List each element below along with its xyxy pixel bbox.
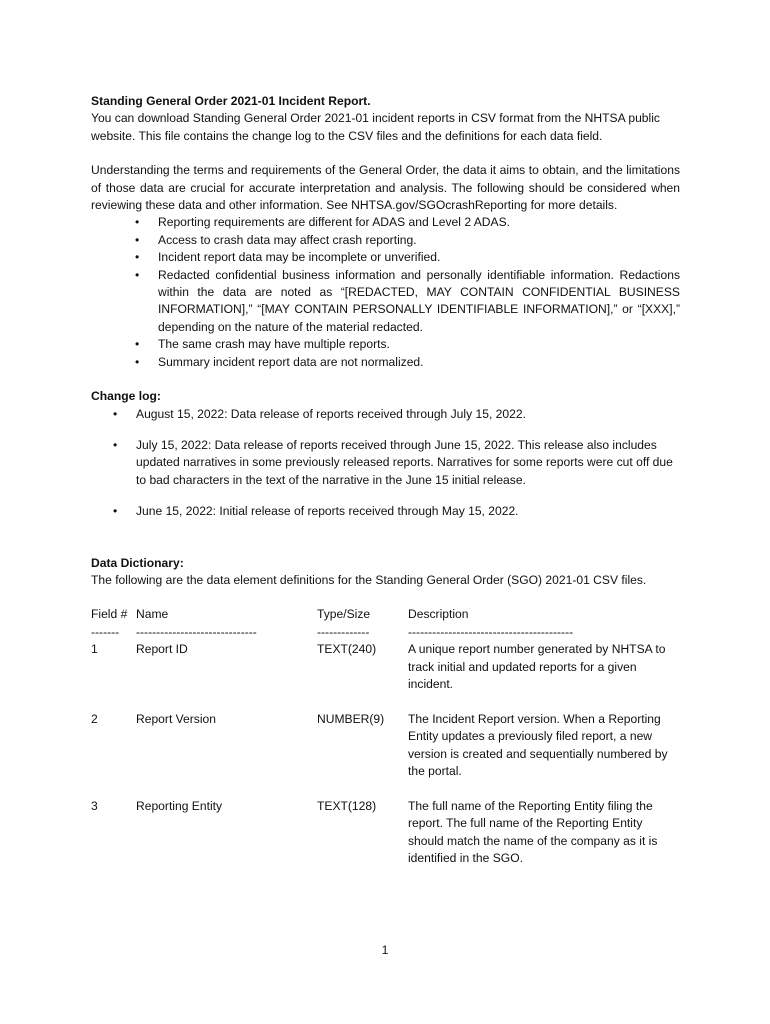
field-description: A unique report number generated by NHTSA to track initial and updated reports for a given incident. <box>408 642 666 691</box>
list-item: • Incident report data may be incomplete or unverified. <box>91 249 680 266</box>
changelog-heading: Change log: <box>91 389 161 404</box>
bullet-icon: • <box>135 267 140 282</box>
list-item: • July 15, 2022: Data release of reports received through June 15, 2022. This release also includes updated narratives in some previously released reports. Narratives for some reports were cut off due to bad characters in the text of the narrative in the June 15 initial release. <box>113 437 673 487</box>
field-name: Reporting Entity <box>136 799 223 813</box>
understanding-paragraph: Understanding the terms and requirements of the General Order, the data it aims to obtain, and the limitations of those data are crucial for accurate interpretation and analysis. The following should be considered when reviewing these data and other information. See NHTSA.gov/SGOcrashReporting for more details. <box>91 163 680 213</box>
bullet-icon: • <box>135 232 140 247</box>
table-row <box>91 641 680 693</box>
data-dictionary-table <box>91 606 680 867</box>
field-type: TEXT(128) <box>317 799 377 813</box>
table-header-row <box>91 606 680 623</box>
list-item: • June 15, 2022: Initial release of reports received through May 15, 2022. <box>91 503 680 520</box>
list-item: • Redacted confidential business information and personally identifiable information. Redactions within the data are noted as “[REDACTED, MAY CONTAIN CONFIDENTIAL BUSINESS INFORMATION],” “[MAY CONTAIN PERSONALLY IDENTIFIABLE INFORMATION],” or “[XXX],” depending on the nature of the material redacted. <box>135 267 680 334</box>
intro-paragraph: You can download Standing General Order 2021-01 incident reports in CSV format from the NHTSA public website. This file contains the change log to the CSV files and the definitions for each data field. <box>91 111 660 143</box>
dictionary-intro: The following are the data element definitions for the Standing General Order (SGO) 2021-01 CSV files. <box>91 572 647 587</box>
field-type: NUMBER(9) <box>317 711 385 726</box>
table-row <box>91 711 680 781</box>
list-item: • The same crash may have multiple reports. <box>91 336 680 353</box>
changelog-list <box>91 406 680 521</box>
bullet-icon: • <box>113 504 118 519</box>
table-row <box>91 798 680 868</box>
list-item: • Reporting requirements are different for ADAS and Level 2 ADAS. <box>91 214 680 231</box>
divider: ----------------------------------------- <box>408 624 574 639</box>
bullet-icon: • <box>135 354 140 369</box>
bullet-icon: • <box>135 337 140 352</box>
document-title: Standing General Order 2021-01 Incident Report. <box>91 94 371 108</box>
field-name: Report ID <box>136 642 188 657</box>
header-name: Name <box>136 607 169 622</box>
considerations-list <box>91 214 680 371</box>
field-description: The full name of the Reporting Entity filing the report. The full name of the Reporting Entity should match the name of the company as it is identified in the SGO. <box>408 799 658 866</box>
dictionary-heading: Data Dictionary: <box>91 555 184 570</box>
list-item: • August 15, 2022: Data release of reports received through July 15, 2022. <box>91 406 680 423</box>
bullet-icon: • <box>135 215 140 230</box>
field-number: 3 <box>91 799 98 813</box>
document-page <box>91 93 680 868</box>
list-item: • Access to crash data may affect crash reporting. <box>91 232 680 249</box>
divider: ------------------------------ <box>136 624 257 639</box>
divider: ------- <box>91 624 120 639</box>
header-type: Type/Size <box>317 607 371 622</box>
divider: ------------- <box>317 624 370 639</box>
header-field: Field # <box>91 607 128 622</box>
table-divider-row <box>91 624 680 641</box>
field-name: Report Version <box>136 711 216 726</box>
page-number: 1 <box>381 943 389 957</box>
list-item: • Summary incident report data are not normalized. <box>91 354 680 371</box>
bullet-icon: • <box>113 437 118 452</box>
header-description: Description <box>408 607 469 622</box>
field-type: TEXT(240) <box>317 642 377 657</box>
field-number: 2 <box>91 711 98 726</box>
bullet-icon: • <box>135 250 140 265</box>
field-description: The Incident Report version. When a Reporting Entity updates a previously filed report, a new version is created and sequentially numbered by the portal. <box>408 711 668 779</box>
field-number: 1 <box>91 642 98 657</box>
bullet-icon: • <box>113 406 118 421</box>
